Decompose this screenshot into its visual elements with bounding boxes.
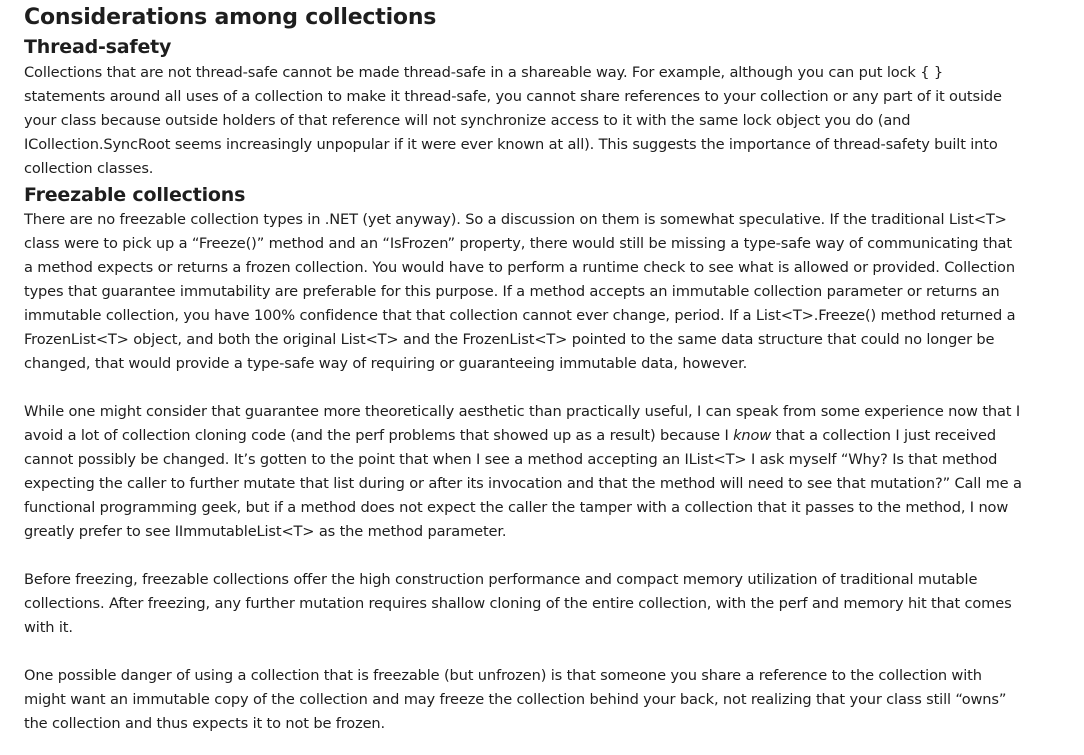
section-heading-thread-safety: Thread-safety <box>24 36 172 58</box>
page-title: Considerations among collections <box>24 5 437 30</box>
paragraph-guarantee-experience <box>24 400 1024 544</box>
paragraph-freezable-intro: There are no freezable collection types in .NET (yet anyway). So a discussion on them is somewhat speculative. If the traditional List<T> class were to pick up a “Freeze()” method and an “IsFrozen” property, there would still be missing a type-safe way of communicating that a method expects or returns a frozen collection. You would have to perform a runtime check to see what is allowed or provided. Collection types that guarantee immutability are preferable for this purpose. If a method accepts an immutable collection parameter or returns an immutable collection, you have 100% confidence that that collection cannot ever change, period. If a List<T>.Freeze() method returned a FrozenList<T> object, and both the original List<T> and the FrozenList<T> pointed to the same data structure that could no longer be changed, that would provide a type-safe way of requiring or guaranteeing immutable data, however. <box>24 211 1016 372</box>
paragraph-danger: One possible danger of using a collection that is freezable (but unfrozen) is that someone you share a reference to the collection with might want an immutable copy of the collection and may freeze the collection behind your back, not realizing that your class still “owns” the collection and thus expects it to not be frozen. <box>24 667 1007 732</box>
text-run: While one might consider that guarantee more theoretically aesthetic than practically useful, I can speak from some experience now that I avoid a lot of collection cloning code (and the perf problems that showed up as a result) because I <box>24 403 1021 444</box>
paragraph-thread-safety: Collections that are not thread-safe cannot be made thread-safe in a shareable way. For example, although you can put lock { } statements around all uses of a collection to make it thread-safe, you cannot share references to your collection or any part of it outside your class because outside holders of that reference will not synchronize access to it with the same lock object you do (and ICollection.SyncRoot seems increasingly unpopular if it were ever known at all). This suggests the importance of thread-safety built into collection classes. <box>24 64 1002 177</box>
emphasis-text: know <box>733 427 772 444</box>
paragraph-before-freezing: Before freezing, freezable collections offer the high construction performance and compact memory utilization of traditional mutable collections. After freezing, any further mutation requires shallow cloning of the entire collection, with the perf and memory hit that comes with it. <box>24 571 1012 636</box>
section-heading-freezable-collections: Freezable collections <box>24 184 246 206</box>
text-run: that a collection I just received cannot possibly be changed. It’s gotten to the point that when I see a method accepting an IList<T> I ask myself “Why? Is that method expecting the caller to further mutate that list during or after its invocation and that the method will need to see that mutation?” Call me a functional programming geek, but if a method does not expect the caller the tamper with a collection that it passes to the method, I now greatly prefer to see IImmutableList<T> as the method parameter. <box>24 427 1022 540</box>
